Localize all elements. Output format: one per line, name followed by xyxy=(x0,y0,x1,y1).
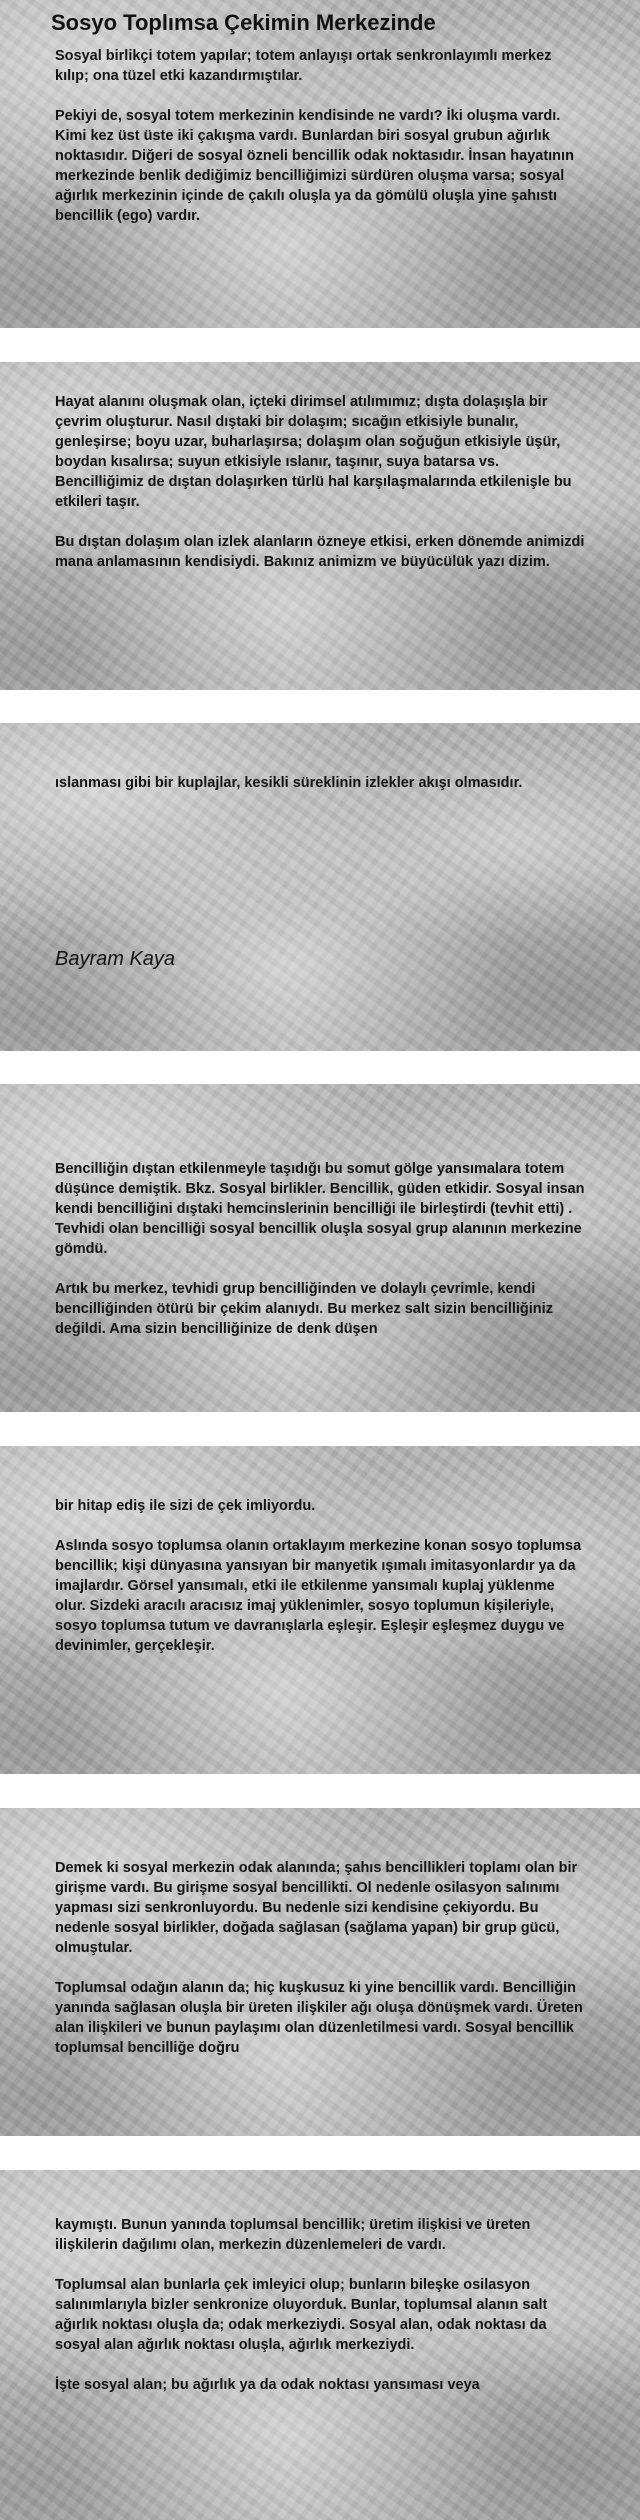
paragraph: bir hitap ediş ile sizi de çek imliyordu. xyxy=(55,1498,316,1514)
page-panel-7 xyxy=(0,2170,640,2520)
paragraph: Aslında sosyo toplumsa olanın ortaklayım merkezine konan sosyo toplumsa bencillik; kişi dünyasına yansıyan bir manyetik ışımalı imitasyonlardır ya da imajlardır. Görsel yansımalı, etki ile etkilenme yansımalı kuplaj yüklenme olur. Sizdeki aracılı aracısız imaj yüklenimler, sosyo toplumun kişileriyle, sosyo toplumsa tutum ve davranışlarla eşleşir. Eşleşir eşleşmez duygu ve devinimler, gerçekleşir. xyxy=(55,1538,582,1654)
article-title: Sosyo Toplımsa Çekimin Merkezinde xyxy=(51,10,436,35)
paragraph: Sosyal birlikçi totem yapılar; totem anlayışı ortak senkronlayımlı merkez kılıp; ona tüzel etki kazandırmıştılar. xyxy=(55,48,552,84)
page-panel-1 xyxy=(0,0,640,328)
paragraph: İşte sosyal alan; bu ağırlık ya da odak noktası yansıması veya xyxy=(55,2377,480,2393)
paragraph: ıslanması gibi bir kuplajlar, kesikli süreklinin izlekler akışı olmasıdır. xyxy=(55,775,523,791)
paragraph: Pekiyi de, sosyal totem merkezinin kendisinde ne vardı? İki oluşma vardı. Kimi kez üst üste iki çakışma vardı. Bunlardan biri sosyal grubun ağırlık noktasıdır. Diğeri de sosyal özneli bencillik odak noktasıdır. İnsan hayatının merkezinde benlik dediğimiz bencilliğimizi sürdüren oluşma varsa; sosyal ağırlık merkezinin içinde de çakılı oluşla ya da gömülü oluşla yine şahıstı bencillik (ego) vardır. xyxy=(55,108,574,224)
author-name: Bayram Kaya xyxy=(55,948,176,970)
paragraph: Bencilliğin dıştan etkilenmeyle taşıdığı bu somut gölge yansımalara totem düşünce demiştik. Bkz. Sosyal birlikler. Bencillik, güden etkidir. Sosyal insan kendi bencilliğini dıştaki hemcinslerinin bencilliği ile birleştirdi (tevhit etti) . Tevhidi olan bencilliği sosyal bencillik oluşla sosyal grup alanının merkezine gömdü. xyxy=(55,1161,585,1257)
page-panel-3 xyxy=(0,723,640,1051)
page-panel-5 xyxy=(0,1446,640,1774)
paragraph: kaymıştı. Bunun yanında toplumsal bencillik; üretim ilişkisi ve üreten ilişkilerin dağılımı olan, merkezin düzenlemeleri de vardı. xyxy=(55,2217,531,2253)
paragraph: Toplumsal odağın alanın da; hiç kuşkusuz ki yine bencillik vardı. Bencilliğin yanında sağlasan oluşla bir üreten ilişkiler ağı oluşa dönüşmek vardı. Üreten alan ilişkileri ve bunun paylaşımı olan düzenletilmesi vardı. Sosyal bencillik toplumsal bencilliğe doğru xyxy=(55,1980,583,2056)
page-panel-4 xyxy=(0,1084,640,1412)
paragraph: Toplumsal alan bunlarla çek imleyici olup; bunların bileşke osilasyon salınımlarıyla bizler senkronize oluyorduk. Bunlar, toplumsal alanın salt ağırlık noktası oluşla da; odak merkeziydi. Sosyal alan, odak noktası da sosyal alan ağırlık noktası oluşla, ağırlık merkeziydi. xyxy=(55,2277,548,2353)
page-panel-2 xyxy=(0,362,640,690)
paragraph: Hayat alanını oluşmak olan, içteki dirimsel atılımımız; dışta dolaşışla bir çevrim oluşturur. Nasıl dıştaki bir dolaşım; sıcağın etkisiyle bunalır, genleşirse; boyu uzar, buharlaşırsa; dolaşım olan soğuğun etkisiyle üşür, boydan kısalırsa; suyun etkisiyle ıslanır, taşınır, suya batarsa vs. Bencilliğimiz de dıştan dolaşırken türlü hal karşılaşmalarında etkilenişle bu etkileri taşır. xyxy=(55,394,572,510)
paragraph: Artık bu merkez, tevhidi grup bencilliğinden ve dolaylı çevrimle, kendi bencilliğinden ötürü bir çekim alanıydı. Bu merkez salt sizin bencilliğiniz değildi. Ama sizin bencilliğinize de denk düşen xyxy=(55,1281,553,1337)
paragraph: Demek ki sosyal merkezin odak alanında; şahıs bencillikleri toplamı olan bir girişme vardı. Bu girişme sosyal bencillikti. Ol nedenle osilasyon salınımı yapması sizi senkronluyordu. Bu nedenle sizi kendisine çekiyordu. Bu nedenle sosyal birlikler, doğada sağlasan (sağlama yapan) bir grup gücü, olmuştular. xyxy=(55,1860,578,1956)
page-panel-6 xyxy=(0,1808,640,2136)
paragraph: Bu dıştan dolaşım olan izlek alanların özneye etkisi, erken dönemde animizdi mana anlamasının kendisiydi. Bakınız animizm ve büyücülük yazı dizim. xyxy=(55,534,585,570)
